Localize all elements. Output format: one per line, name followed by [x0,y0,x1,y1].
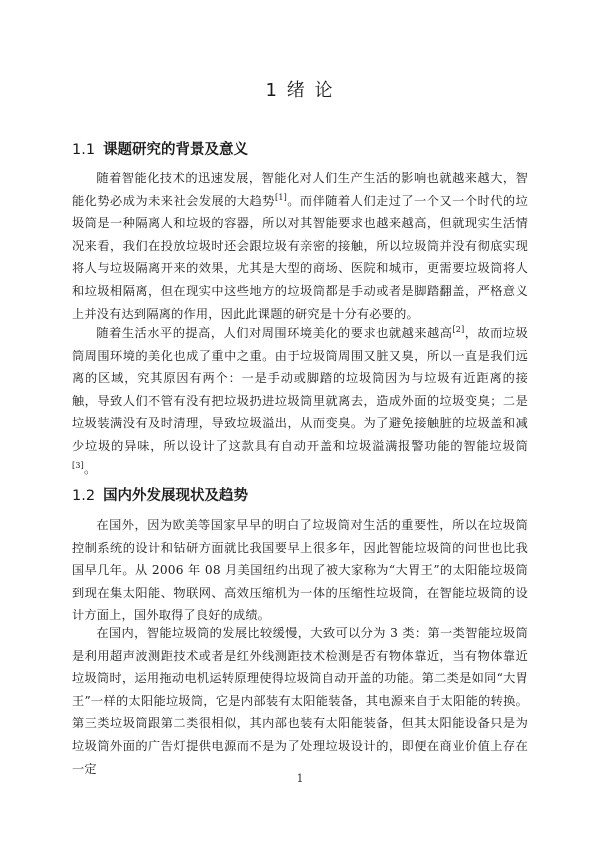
paragraph-text: 在国内，智能垃圾筒的发展比较缓慢，大致可以分为 3 类：第一类智能垃圾筒是利用超声波测距技术或者是红外线测距技术检测是否有物体靠近，当有物体靠近垃圾筒时，运用拖动电机运转原理使得垃圾筒自动开盖的功能。第二类是如同“大胃王”一样的太阳能垃圾筒，它是内部装有太阳能装备，其电源来自于太阳能的转换。第三类垃圾筒跟第二类很相似，其内部也装有太阳能装备，但其太阳能设备只是为垃圾筒外面的广告灯提供电源而不是为了处理垃圾设计的，即便在商业价值上存在一定 [72,626,528,776]
paragraph-text: 随着智能化技术的迅速发展，智能化对人们生产生活的影响也就越来越大，智能化势必成为未来社会发展的大趋势 [72,171,528,208]
paragraph-text: 在国外，因为欧美等国家早早的明白了垃圾筒对生活的重要性，所以在垃圾筒控制系统的设计和钻研方面就比我国要早上很多年，因此智能垃圾筒的问世也比我国早几年。从 2006 年 08 月美国纽约出现了被大家称为“大胃王”的太阳能垃圾筒到现在集太阳能、物联网、高效压缩机为一体的压缩性垃圾筒，在智能垃圾筒的设计方面上，国外取得了良好的成绩。 [72,518,528,623]
citation: [2] [452,324,465,334]
citation: [1] [275,192,287,202]
section-number: 1.2 [72,488,96,504]
paragraph-text: 。而伴随着人们走过了一个又一个时代的垃圾筒是一种隔离人和垃圾的容器，所以对其智能要求也越来越高，但就现实生活情况来看，我们在投放垃圾时还会跟垃圾有亲密的接触，所以垃圾筒并没有彻底实现将人与垃圾隔离开来的效果，尤其是大型的商场、医院和城市，更需要垃圾筒将人和垃圾相隔离，但在现实中这些地方的垃圾筒都是手动或者是脚踏翻盖，严格意义上并没有达到隔离的作用，因此此课题的研究是十分有必要的。 [72,193,528,321]
chapter-title: 1 绪 论 [265,80,335,101]
page-number: 1 [296,772,304,785]
section-number: 1.1 [72,142,96,158]
paragraph-text: 随着生活水平的提高，人们对周围环境美化的要求也就越来越高 [96,326,453,340]
paragraph-text: 。 [83,461,97,476]
paragraph [72,622,528,780]
section-heading-1-1 [72,138,248,159]
paragraph [72,514,528,627]
paragraph [72,167,528,325]
paragraph [72,322,528,480]
citation: [3] [72,460,84,470]
section-title: 课题研究的背景及意义 [103,142,249,158]
section-title: 国内外发展现状及趋势 [103,488,249,504]
paragraph-text: ，故而垃圾筒周围环境的美化也成了重中之重。由于垃圾筒周围又脏又臭，所以一直是我们远离的区域，究其原因有两个：一是手动或脚踏的垃圾筒因为与垃圾有近距离的接触，导致人们不管有没有把垃圾扔进垃圾筒里就离去，造成外面的垃圾变臭；二是垃圾装满没有及时清理，导致垃圾溢出，从而变臭。为了避免接触脏的垃圾盖和减少垃圾的异味，所以设计了这款具有自动开盖和垃圾溢满报警功能的智能垃圾筒 [72,326,528,453]
section-heading-1-2 [72,484,248,505]
